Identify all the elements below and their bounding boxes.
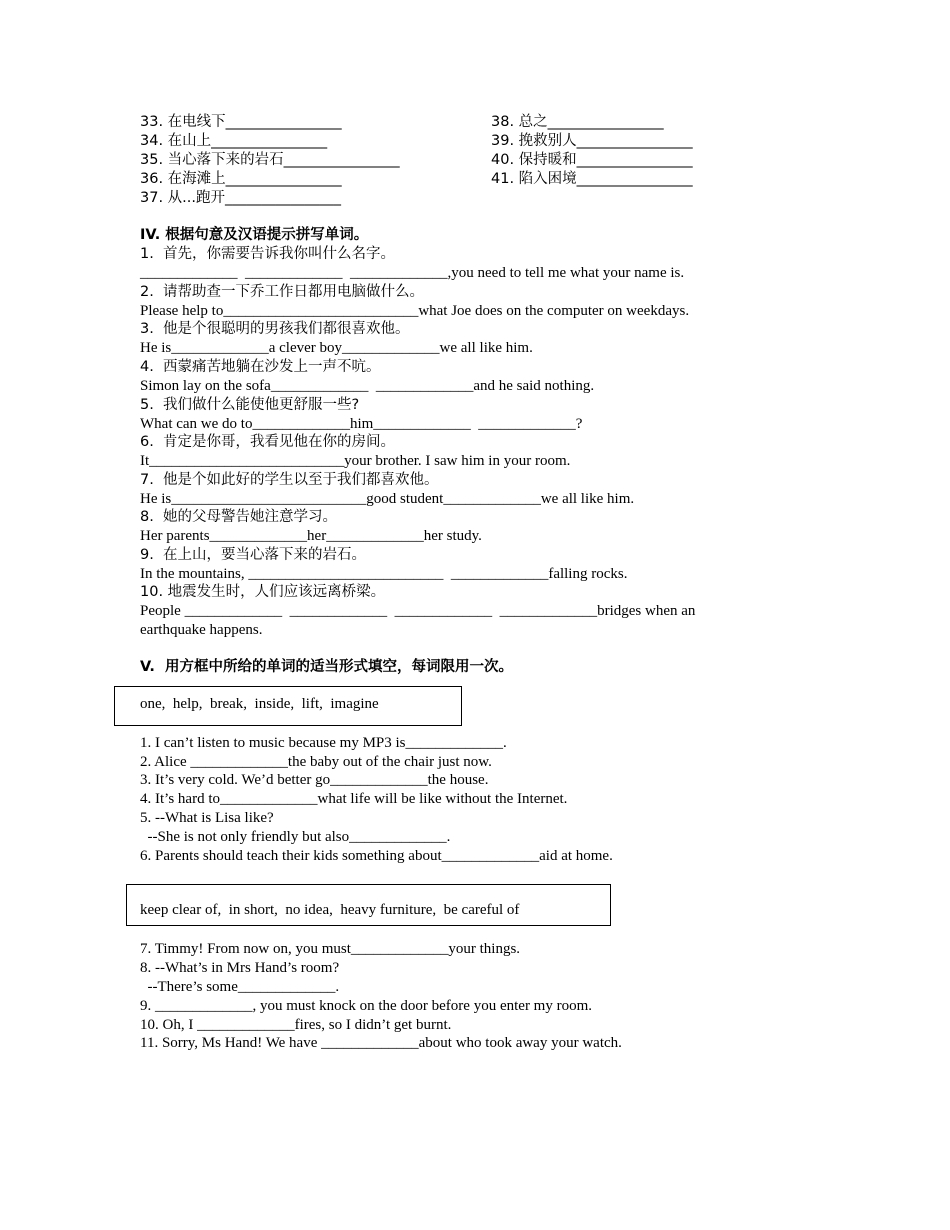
- question-cn: 7. 他是个如此好的学生以至于我们都喜欢他。: [140, 472, 439, 488]
- question-en: In the mountains, __________________________ _____________falling rocks.: [140, 566, 628, 582]
- word-box: [114, 686, 462, 726]
- question: --There’s some_____________.: [140, 979, 340, 995]
- phrase-item: 38. 总之________________: [491, 114, 664, 130]
- question: 7. Timmy! From now on, you must_____________your things.: [140, 941, 521, 957]
- question-cn: 4. 西蒙痛苦地躺在沙发上一声不吭。: [140, 359, 381, 375]
- question: --She is not only friendly but also_____________.: [140, 829, 451, 845]
- question: 3. It’s very cold. We’d better go_____________the house.: [140, 772, 489, 788]
- question: 4. It’s hard to_____________what life will be like without the Internet.: [140, 791, 568, 807]
- question-en: What can we do to_____________him_____________ _____________?: [140, 416, 583, 432]
- phrase-item: 39. 挽救别人________________: [491, 133, 693, 149]
- question-en: Her parents_____________her_____________her study.: [140, 528, 482, 544]
- question-en-continued: earthquake happens.: [140, 622, 263, 638]
- question-cn: 1. 首先，你需要告诉我你叫什么名字。: [140, 246, 396, 262]
- section-5-heading: V. 用方框中所给的单词的适当形式填空，每词限用一次。: [140, 659, 513, 675]
- question: 8. --What’s in Mrs Hand’s room?: [140, 960, 340, 976]
- section-4-heading: IV. 根据句意及汉语提示拼写单词。: [140, 227, 369, 243]
- question: 11. Sorry, Ms Hand! We have _____________about who took away your watch.: [140, 1035, 622, 1051]
- question-cn: 9. 在上山，要当心落下来的岩石。: [140, 547, 367, 563]
- phrase-box-words: keep clear of, in short, no idea, heavy furniture, be careful of: [140, 902, 520, 918]
- question-cn: 2. 请帮助查一下乔工作日都用电脑做什么。: [140, 284, 425, 300]
- question-en: Simon lay on the sofa_____________ _____________and he said nothing.: [140, 378, 595, 394]
- phrase-item: 36. 在海滩上________________: [140, 171, 342, 187]
- word-box-words: one, help, break, inside, lift, imagine: [140, 696, 379, 712]
- question-cn: 3. 他是个很聪明的男孩我们都很喜欢他。: [140, 321, 410, 337]
- question: 1. I can’t listen to music because my MP3 is_____________.: [140, 735, 507, 751]
- question: 2. Alice _____________the baby out of the chair just now.: [140, 754, 492, 770]
- phrase-item: 34. 在山上________________: [140, 133, 328, 149]
- question-en: People _____________ _____________ _____________ _____________bridges when an: [140, 603, 696, 619]
- question-cn: 6. 肯定是你哥，我看见他在你的房间。: [140, 434, 396, 450]
- question-en: It__________________________your brother. I saw him in your room.: [140, 453, 571, 469]
- question: 9. _____________, you must knock on the door before you enter my room.: [140, 998, 593, 1014]
- question-cn: 5. 我们做什么能使他更舒服一些?: [140, 397, 360, 413]
- phrase-item: 40. 保持暖和________________: [491, 152, 693, 168]
- question-en: He is__________________________good student_____________we all like him.: [140, 491, 635, 507]
- phrase-item: 37. 从...跑开________________: [140, 190, 341, 206]
- question-en: _____________ _____________ _____________,you need to tell me what your name is.: [140, 265, 685, 281]
- question-en: Please help to__________________________what Joe does on the computer on weekdays.: [140, 303, 690, 319]
- question: 10. Oh, I _____________fires, so I didn’t get burnt.: [140, 1017, 452, 1033]
- question-cn: 10. 地震发生时，人们应该远离桥梁。: [140, 584, 386, 600]
- phrase-item: 35. 当心落下来的岩石________________: [140, 152, 400, 168]
- phrase-item: 33. 在电线下________________: [140, 114, 342, 130]
- question: 5. --What is Lisa like?: [140, 810, 274, 826]
- question-en: He is_____________a clever boy_____________we all like him.: [140, 340, 533, 356]
- phrase-item: 41. 陷入困境________________: [491, 171, 693, 187]
- question: 6. Parents should teach their kids something about_____________aid at home.: [140, 848, 613, 864]
- phrase-box: [126, 884, 611, 926]
- question-cn: 8. 她的父母警告她注意学习。: [140, 509, 338, 525]
